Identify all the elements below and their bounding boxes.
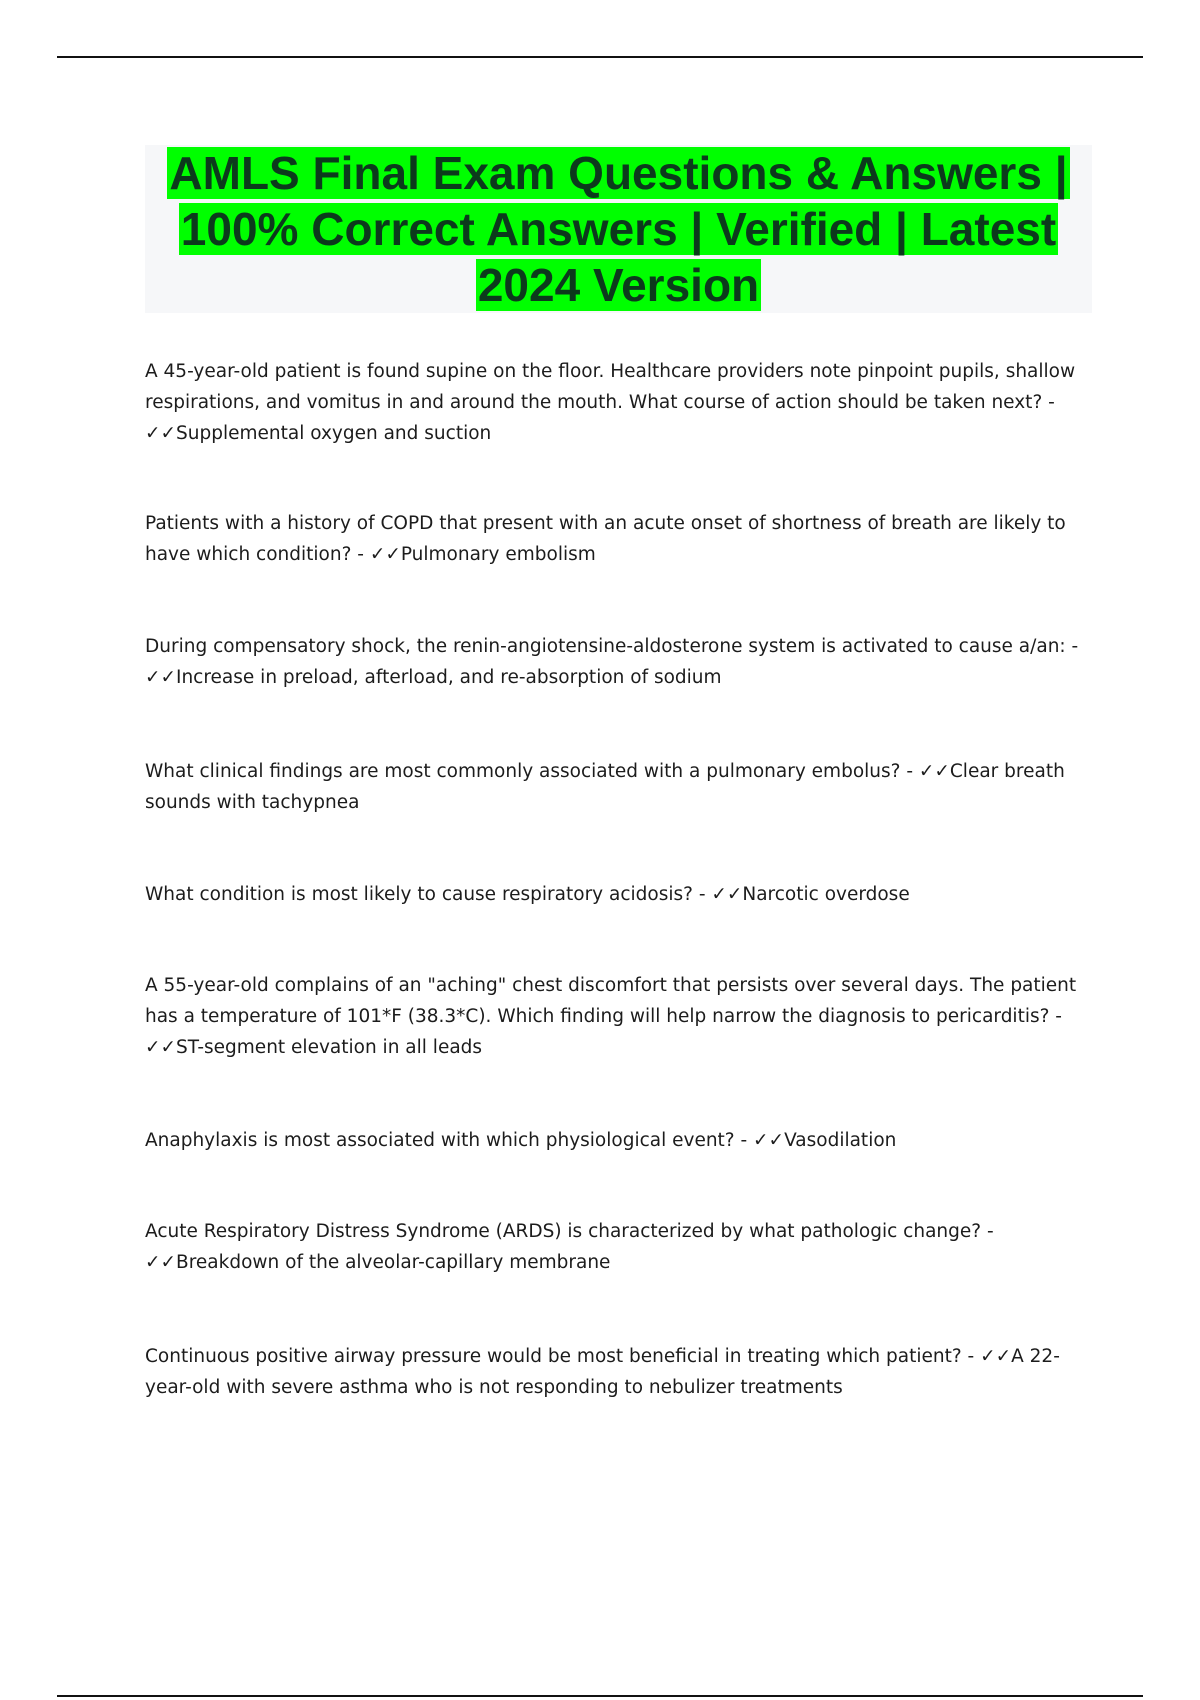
question-item: During compensatory shock, the renin-angiotensine-aldosterone system is activated to cause a/an: - ✓✓Increase in preload, afterload, and re-absorption of sodium: [145, 636, 1079, 688]
document-title: [145, 145, 1092, 313]
question-item: A 45-year-old patient is found supine on the floor. Healthcare providers note pinpoint pupils, shallow respirations, and vomitus in and around the mouth. What course of action should be taken next? - ✓✓Supplemental oxygen and suction: [145, 361, 1076, 444]
question-item: What clinical findings are most commonly associated with a pulmonary embolus? - ✓✓Clear breath sounds with tachypnea: [145, 761, 1065, 813]
question-item: A 55-year-old complains of an "aching" chest discomfort that persists over several days. The patient has a temperature of 101*F (38.3*C). Which finding will help narrow the diagnosis to pericarditis? - ✓✓ST-segment elevation in all leads: [145, 975, 1077, 1058]
title-band: [145, 145, 1092, 313]
question-item: Continuous positive airway pressure would be most beneficial in treating which patient? - ✓✓A 22-year-old with severe asthma who is not responding to nebulizer treatments: [145, 1346, 1060, 1398]
top-rule: [57, 56, 1143, 58]
question-item: Anaphylaxis is most associated with which physiological event? - ✓✓Vasodilation: [145, 1130, 897, 1151]
bottom-rule: [57, 1695, 1143, 1697]
question-item: What condition is most likely to cause respiratory acidosis? - ✓✓Narcotic overdose: [145, 884, 910, 905]
question-item: Patients with a history of COPD that present with an acute onset of shortness of breath are likely to have which condition? - ✓✓Pulmonary embolism: [145, 513, 1066, 565]
question-item: Acute Respiratory Distress Syndrome (ARDS) is characterized by what pathologic change? - ✓✓Breakdown of the alveolar-capillary membrane: [145, 1221, 994, 1273]
title-highlight: AMLS Final Exam Questions & Answers | 100% Correct Answers | Verified | Latest 2024 Version: [169, 147, 1068, 311]
